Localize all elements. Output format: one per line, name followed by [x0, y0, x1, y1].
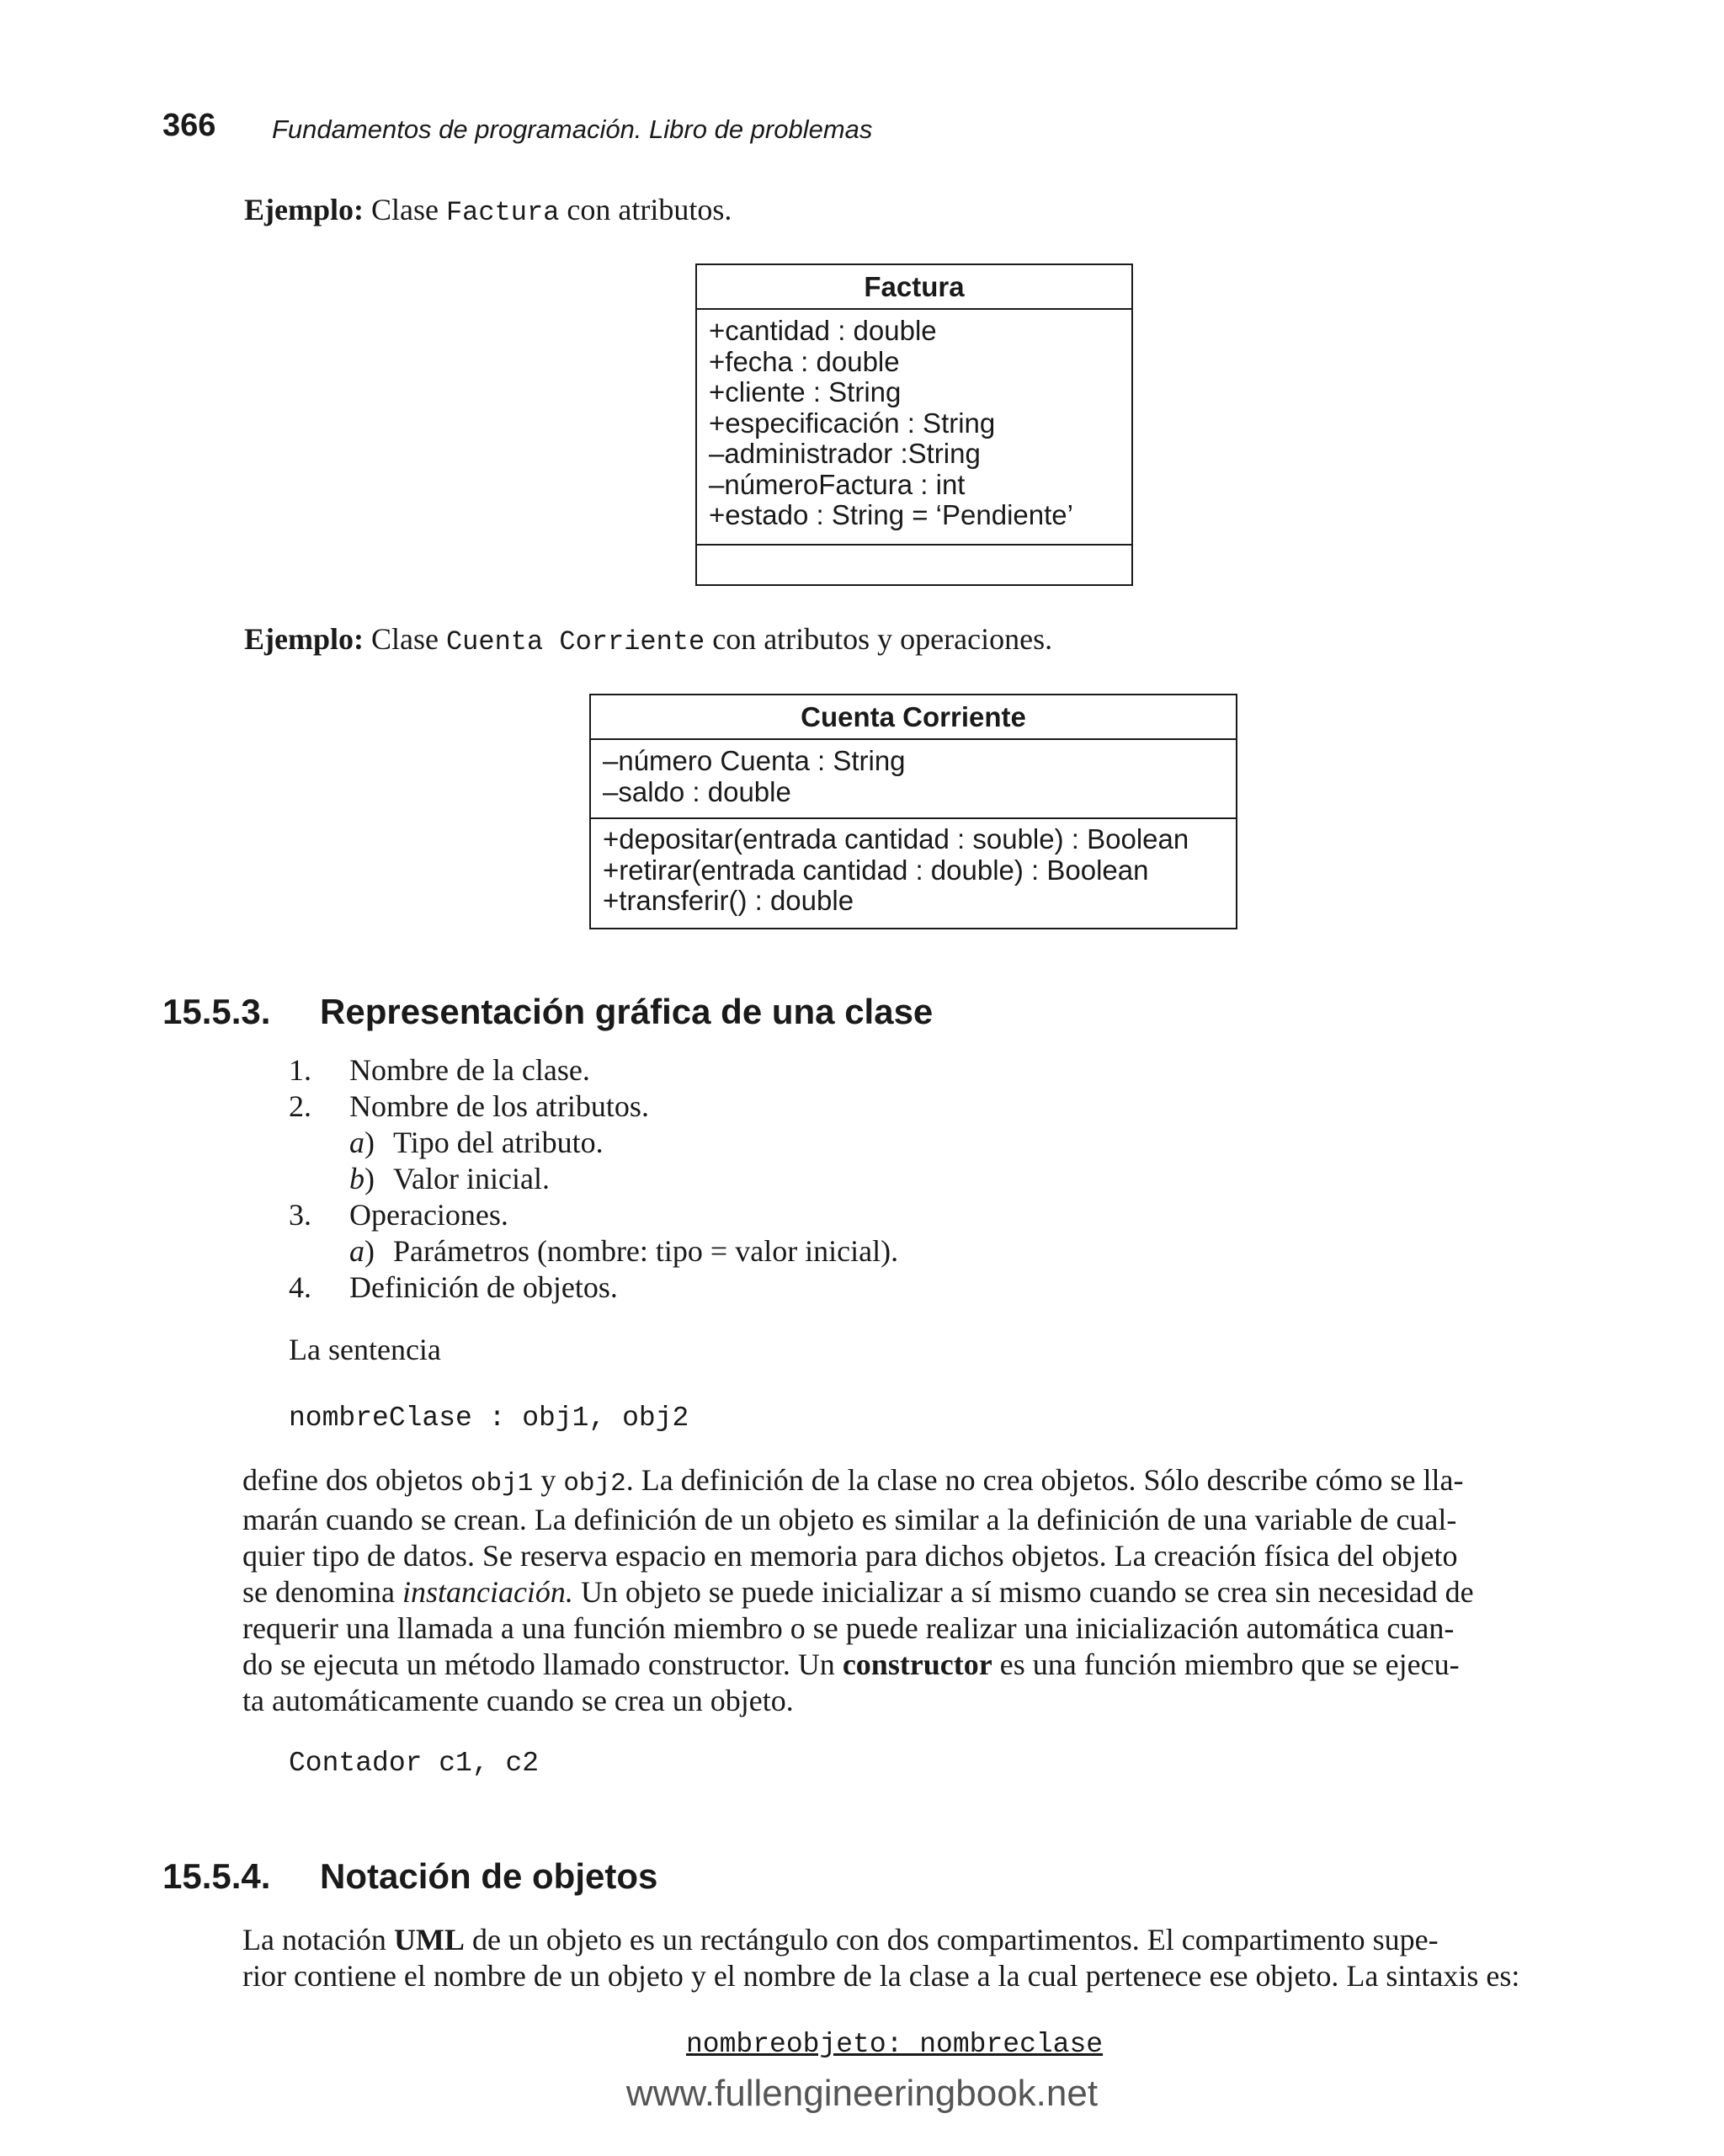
syntax-example: nombreobjeto: nombreclase [686, 2029, 1104, 2060]
paragraph-line: requerir una llamada a una función miembro o se puede realizar una inicialización automática cuan- [242, 1611, 1455, 1645]
section-title: Representación gráfica de una clase [320, 992, 934, 1031]
uml-class-cuenta-corriente [589, 694, 1237, 929]
list-item-text: Definición de objetos. [349, 1270, 618, 1304]
bold-term: constructor [842, 1648, 992, 1681]
example-factura-caption [244, 192, 732, 228]
uml-attribute: –administrador :String [709, 438, 981, 469]
list-item-number: 2. [289, 1089, 311, 1123]
code-sample: Contador c1, c2 [289, 1748, 540, 1779]
uml-class-name: Factura [697, 265, 1131, 310]
example-text: Clase [370, 622, 439, 656]
list-item-text: Nombre de los atributos. [349, 1089, 649, 1123]
section-number: 15.5.3. [162, 992, 271, 1031]
list-item-letter: a) [349, 1126, 375, 1159]
list-item-number: 4. [289, 1270, 311, 1304]
uml-operations-compartment [697, 544, 1131, 584]
uml-attribute: +estado : String = ‘Pendiente’ [709, 499, 1073, 530]
list-item-letter: b) [349, 1162, 375, 1195]
paragraph-object-notation [242, 1922, 1572, 1994]
list-item-text: Valor inicial. [393, 1162, 550, 1195]
section-heading [162, 992, 1594, 1034]
uml-attribute: –númeroFactura : int [709, 468, 966, 500]
uml-attribute: +cantidad : double [709, 315, 937, 346]
list-item-letter: a) [349, 1234, 375, 1268]
paragraph-line: do se ejecuta un método llamado constructor. Un constructor es una función miembro que se ejecu- [242, 1648, 1460, 1681]
running-title: Fundamentos de programación. Libro de problemas [272, 114, 873, 144]
list-item-number: 1. [289, 1053, 311, 1087]
uml-attribute: +especificación : String [709, 407, 996, 439]
italic-term: instanciación. [402, 1575, 573, 1609]
paragraph-line: ta automáticamente cuando se crea un objeto. [242, 1684, 794, 1717]
page-number: 366 [162, 108, 216, 143]
example-text: Clase [370, 193, 439, 226]
example-class-code: Cuenta Corriente [445, 626, 705, 657]
watermark: www.fullengineeringbook.net [625, 2073, 1099, 2114]
paragraph-line: La notación UML de un objeto es un rectángulo con dos compartimentos. El compartimento supe- [242, 1923, 1439, 1956]
list-item-text: Nombre de la clase. [349, 1053, 590, 1087]
uml-operations-compartment [591, 817, 1236, 928]
uml-operation: +retirar(entrada cantidad : double) : Boolean [603, 854, 1149, 886]
uml-operation: +depositar(entrada cantidad : souble) : Boolean [603, 823, 1189, 854]
example-text: con atributos. [567, 193, 732, 226]
example-class-code: Factura [445, 197, 560, 228]
uml-attributes-compartment [697, 310, 1131, 544]
paragraph-line: define dos objetos obj1 y obj2. La definición de la clase no crea objetos. Sólo describe cómo se lla- [242, 1463, 1464, 1499]
uml-attribute: –saldo : double [603, 775, 791, 807]
uml-attribute: +fecha : double [709, 345, 900, 377]
uml-class-name: Cuenta Corriente [591, 695, 1236, 740]
uml-class-factura [695, 264, 1133, 586]
uml-operation: +transferir() : double [603, 885, 854, 916]
example-text: con atributos y operaciones. [712, 622, 1053, 656]
inline-code: obj1 [470, 1469, 534, 1499]
bold-term: UML [393, 1923, 465, 1956]
sentence-label: La sentencia [289, 1333, 441, 1366]
paragraph-line: marán cuando se crean. La definición de un objeto es similar a la definición de una variable de cual- [242, 1503, 1457, 1536]
paragraph-line: rior contiene el nombre de un objeto y el nombre de la clase a la cual pertenece ese objeto. La sintaxis es: [242, 1959, 1520, 1993]
list-item-number: 3. [289, 1198, 311, 1232]
example-label: Ejemplo: [244, 622, 364, 656]
uml-attributes-compartment [591, 740, 1236, 817]
example-cuenta-caption [244, 621, 1052, 657]
paragraph-line: se denomina instanciación. Un objeto se puede inicializar a sí mismo cuando se crea sin necesidad de [242, 1575, 1474, 1609]
list-item-text: Tipo del atributo. [393, 1126, 604, 1159]
inline-code: obj2 [563, 1469, 626, 1499]
section-title: Notación de objetos [320, 1856, 658, 1896]
section-number: 15.5.4. [162, 1856, 271, 1896]
paragraph-object-definition [242, 1462, 1572, 1719]
list-item-text: Parámetros (nombre: tipo = valor inicial). [393, 1234, 899, 1268]
paragraph-line: quier tipo de datos. Se reserva espacio en memoria para dichos objetos. La creación física del objeto [242, 1539, 1458, 1573]
section-heading [162, 1856, 1594, 1898]
code-sample: nombreClase : obj1, obj2 [289, 1403, 689, 1434]
uml-attribute: –número Cuenta : String [603, 745, 906, 776]
example-label: Ejemplo: [244, 193, 364, 226]
uml-attribute: +cliente : String [709, 376, 902, 407]
list-item-text: Operaciones. [349, 1198, 508, 1232]
